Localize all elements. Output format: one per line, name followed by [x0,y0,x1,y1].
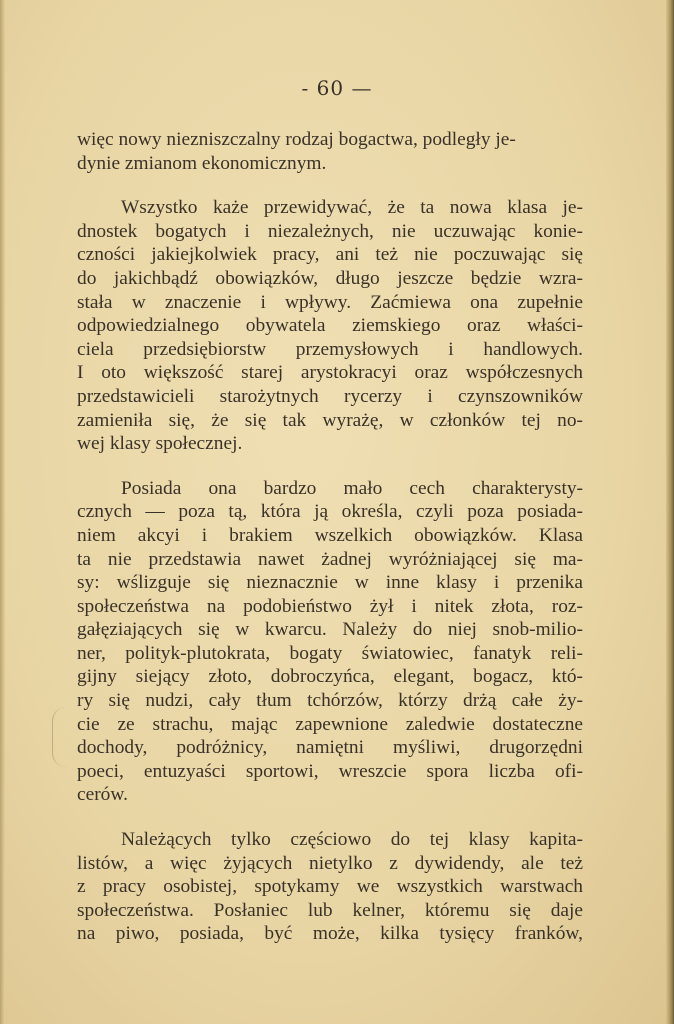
text-line: poeci, entuzyaści sportowi, wreszcie spora liczba ofi- [77,760,583,782]
text-line: przedstawicieli starożytnych rycerzy i czynszowników [77,385,583,407]
text-line: czności jakiejkolwiek pracy, ani też nie poczuwając się [77,244,583,266]
paragraph-gap [77,456,583,477]
page-right-edge [666,0,674,1024]
text-line: sy: wślizguje się nieznacznie w inne klasy i przenika [77,572,583,594]
text-line: Wszystko każe przewidywać, że ta nowa klasa je- [121,197,583,219]
text-line: gijny siejący złoto, dobroczyńca, elegant, bogacz, któ- [77,666,583,688]
text-line: z pracy osobistej, spotykamy we wszystkich warstwach [77,876,583,898]
text-line: Posiada ona bardzo mało cech charakterysty- [121,477,583,499]
page-body-text [77,128,583,946]
text-line: dochody, podróżnicy, namiętni myśliwi, drugorzędni [77,737,583,759]
text-line: cie ze strachu, mając zapewnione zaledwie dostateczne [77,713,583,735]
paragraph-gap [77,175,583,196]
text-line: do jakichbądź obowiązków, długo jeszcze będzie wzra- [77,267,583,289]
text-line: ta nie przedstawia nawet żadnej wyróżniającej się ma- [77,548,583,570]
text-line: ciela przedsiębiorstw przemysłowych i handlowych. [77,338,583,360]
text-line: Należących tylko częściowo do tej klasy kapita- [121,829,583,851]
text-line: gałęziających się w kwarcu. Należy do niej snob-milio- [77,619,583,641]
text-line: listów, a więc żyjących nietylko z dywidendy, ale też [77,852,583,874]
page-number: - 60 — [301,76,373,100]
text-line: dynie zmianom ekonomicznym. [77,152,327,174]
text-line: na piwo, posiada, być może, kilka tysięcy franków, [77,923,583,945]
pencil-margin-mark [52,707,593,767]
text-line: społeczeństwa. Posłaniec lub kelner, któremu się daje [77,899,583,921]
text-line: dnostek bogatych i niezależnych, nie uczuwając konie- [77,220,583,242]
text-line: społeczeństwa na podobieństwo żył i nitek złota, roz- [77,595,583,617]
text-line: cerów. [77,784,128,806]
text-line: niem akcyi i brakiem wszelkich obowiązków. Klasa [77,524,583,546]
text-line: I oto większość starej arystokracyi oraz współczesnych [77,362,583,384]
text-line: więc nowy niezniszczalny rodzaj bogactwa, podległy je- [77,129,516,150]
text-line: ner, polityk-plutokrata, bogaty światowiec, fanatyk reli- [77,642,583,664]
text-line: wej klasy społecznej. [77,433,243,455]
text-line: cznych — poza tą, która ją określa, czyli poza posiada- [77,501,583,523]
paragraph-gap [77,807,583,828]
text-line: zamieniła się, że się tak wyrażę, w członków tej no- [77,409,583,431]
text-line: stała w znaczenie i wpływy. Zaćmiewa ona zupełnie [77,291,583,313]
text-line: odpowiedzialnego obywatela ziemskiego oraz właści- [77,315,583,337]
page-left-edge [0,0,5,1024]
text-line: ry się nudzi, cały tłum tchórzów, którzy drżą całe ży- [77,690,583,712]
